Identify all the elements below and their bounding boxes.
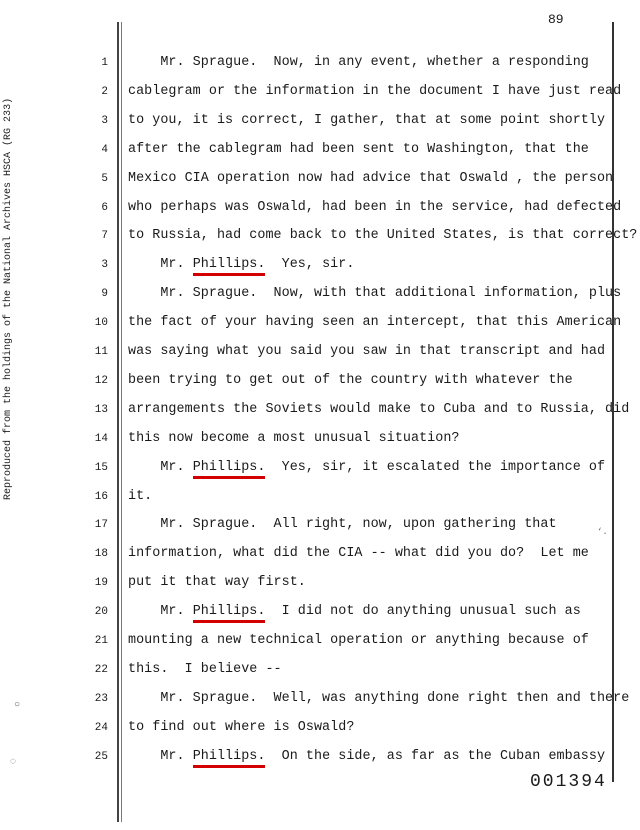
line-number: 3 [101, 114, 108, 127]
line-number: 2 [101, 85, 108, 98]
line-number: 1 [101, 57, 108, 69]
line-number: 24 [94, 721, 108, 734]
transcript-line [128, 604, 581, 619]
line-text: it. [128, 488, 153, 504]
left-margin-rule [117, 22, 119, 822]
line-text: to find out where is Oswald? [128, 719, 355, 735]
line-number: 25 [94, 750, 108, 763]
line-text: to you, it is correct, I gather, that at some point shortly [128, 112, 606, 128]
line-text: On the side, as far as the Cuban embassy [265, 748, 606, 764]
line-text: Mexico CIA operation now had advice that Oswald , the person [128, 170, 614, 186]
line-text: Mr. [128, 257, 193, 273]
line-text: Mr. Sprague. Well, was anything done right then and there [128, 690, 630, 706]
transcript-line [128, 200, 621, 215]
line-number: 15 [94, 461, 108, 474]
transcript-line [128, 286, 621, 301]
line-number: 21 [94, 635, 108, 647]
line-text: put it that way first. [128, 575, 306, 591]
line-number: 23 [94, 692, 108, 705]
line-number: 4 [101, 143, 108, 156]
line-text: Mr. [128, 604, 193, 620]
line-text: this. I believe -- [128, 661, 282, 677]
line-text: mounting a new technical operation or anything because of [128, 633, 589, 648]
transcript-line [128, 460, 605, 475]
line-text: arrangements the Soviets would make to Cuba and to Russia, did [128, 401, 630, 417]
binding-hole-mark: ○ [14, 700, 21, 711]
document-number-stamp: 001394 [530, 772, 607, 792]
line-text: Mr. [128, 748, 193, 764]
line-number: 16 [94, 490, 108, 503]
transcript-line [128, 257, 354, 272]
line-number: 5 [101, 172, 108, 185]
speaker-name-highlight: Phillips. [193, 257, 266, 276]
transcript-line [128, 55, 589, 70]
line-number: 6 [101, 201, 108, 214]
line-text: information, what did the CIA -- what did you do? Let me [128, 546, 589, 562]
line-text: Mr. [128, 459, 193, 475]
line-text: I did not do anything unusual such as [265, 604, 581, 620]
binding-hole-mark: ◌ [10, 757, 17, 768]
page-number: 89 [548, 12, 564, 27]
line-number: 20 [94, 606, 108, 619]
transcript-line [128, 691, 629, 706]
line-text: was saying what you said you saw in that transcript and had [128, 344, 606, 359]
line-text: the fact of your having seen an intercept, that this American [128, 315, 622, 331]
transcript-line [128, 228, 637, 243]
transcript-line [128, 315, 621, 330]
transcript-line [128, 546, 589, 561]
transcript-line [128, 402, 629, 417]
line-number: 12 [94, 374, 108, 387]
line-text: who perhaps was Oswald, had been in the service, had defected [128, 199, 622, 215]
transcript-line [128, 431, 460, 446]
transcript-line [128, 662, 282, 677]
line-number: 14 [94, 432, 108, 445]
line-number: 3 [101, 259, 108, 272]
line-number: 13 [94, 403, 108, 416]
left-margin-rule-inner [121, 22, 122, 822]
transcript-line [128, 749, 605, 764]
transcript-line [128, 84, 621, 99]
transcript-line [128, 373, 573, 388]
stray-mark: ‘. [597, 527, 608, 537]
line-number: 9 [101, 288, 108, 301]
line-number: 19 [94, 577, 108, 590]
line-number: 17 [94, 519, 108, 532]
line-text: Mr. Sprague. All right, now, upon gathering that [128, 517, 557, 533]
speaker-name-highlight: Phillips. [193, 460, 266, 479]
speaker-name-highlight: Phillips. [193, 749, 266, 768]
line-number: 7 [101, 230, 108, 243]
transcript-line [128, 344, 605, 359]
speaker-name-highlight: Phillips. [193, 604, 266, 623]
line-number: 22 [94, 663, 108, 676]
transcript-line [128, 113, 605, 128]
line-text: been trying to get out of the country with whatever the [128, 372, 573, 388]
line-text: after the cablegram had been sent to Washington, that the [128, 141, 589, 157]
transcript-line [128, 633, 589, 648]
line-text: Mr. Sprague. Now, in any event, whether a responding [128, 55, 589, 70]
line-text: Mr. Sprague. Now, with that additional information, plus [128, 286, 622, 302]
line-number: 10 [94, 317, 108, 330]
transcript-line [128, 517, 557, 532]
transcript-line [128, 142, 589, 157]
line-text: this now become a most unusual situation? [128, 430, 460, 446]
line-number: 18 [94, 548, 108, 561]
line-number: 11 [94, 346, 108, 358]
line-text: Yes, sir. [265, 257, 355, 273]
archive-reproduction-note: Reproduced from the holdings of the National Archives HSCA (RG 233) [3, 97, 14, 500]
line-text: Yes, sir, it escalated the importance of [265, 459, 606, 475]
transcript-line [128, 575, 306, 590]
line-text: cablegram or the information in the document I have just read [128, 83, 622, 99]
transcript-line [128, 489, 152, 504]
transcript-line [128, 171, 613, 186]
transcript-line [128, 720, 354, 735]
line-text: to Russia, had come back to the United States, is that correct? [128, 228, 638, 244]
